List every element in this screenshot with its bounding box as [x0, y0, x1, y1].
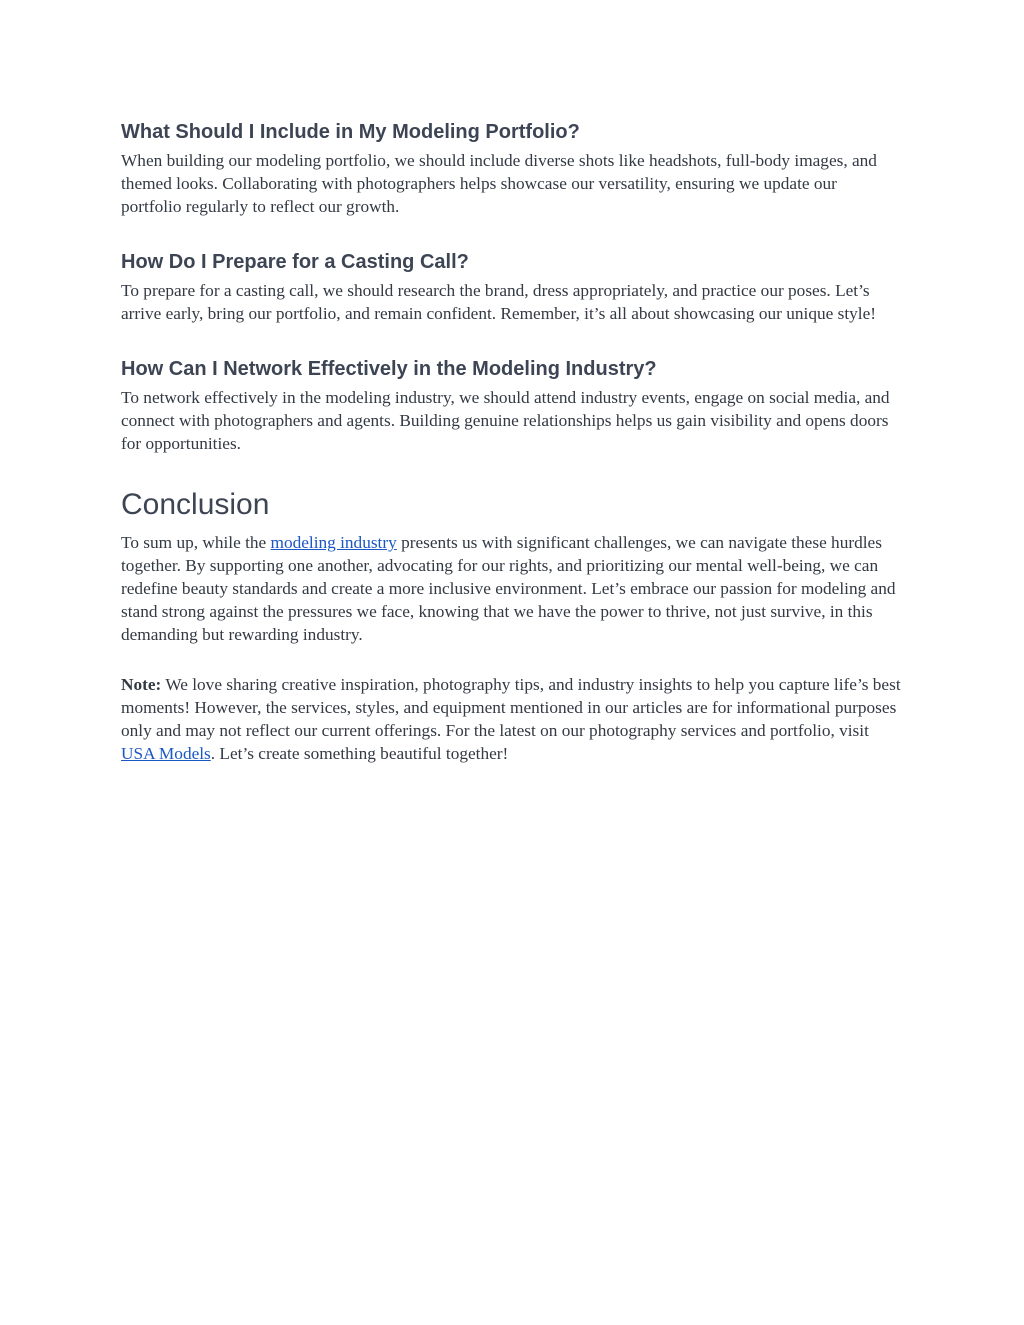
faq-heading-portfolio: What Should I Include in My Modeling Portfolio? — [121, 121, 580, 143]
conclusion-text-start: To sum up, while the — [121, 533, 271, 552]
faq-heading-network: How Can I Network Effectively in the Modeling Industry? — [121, 358, 657, 380]
faq-heading-casting: How Do I Prepare for a Casting Call? — [121, 251, 469, 273]
usa-models-link[interactable]: USA Models — [121, 744, 211, 763]
note-paragraph — [121, 673, 901, 765]
faq-answer-network: To network effectively in the modeling industry, we should attend industry events, engage on social media, and connect with photographers and agents. Building genuine relationships helps us gain visibility and opens doors for opportunities. — [121, 388, 890, 453]
faq-answer-portfolio: When building our modeling portfolio, we should include diverse shots like headshots, full-body images, and themed looks. Collaborating with photographers helps showcase our versatility, ensuring we update our portfolio regularly to reflect our growth. — [121, 151, 877, 216]
conclusion-text-end: presents us with significant challenges, we can navigate these hurdles together. By supporting one another, advocating for our rights, and prioritizing our mental well-being, we can redefine beauty standards and create a more inclusive environment. Let’s embrace our passion for modeling and stand strong against the pressures we face, knowing that we have the power to thrive, not just survive, in this demanding but rewarding industry. — [121, 533, 896, 644]
faq-network-section — [121, 355, 901, 455]
document-page — [121, 118, 901, 765]
note-label: Note: — [121, 675, 162, 694]
note-text-end: . Let’s create something beautiful together! — [210, 744, 509, 763]
faq-portfolio-section — [121, 118, 901, 218]
faq-casting-section — [121, 248, 901, 325]
modeling-industry-link[interactable]: modeling industry — [270, 533, 397, 552]
conclusion-heading: Conclusion — [121, 488, 270, 521]
note-text-start: We love sharing creative inspiration, photography tips, and industry insights to help you capture life’s best moments! However, the services, styles, and equipment mentioned in our articles are for informational purposes only and may not reflect our current offerings. For the latest on our photography services and portfolio, visit — [121, 675, 901, 740]
conclusion-paragraph — [121, 531, 901, 646]
faq-answer-casting: To prepare for a casting call, we should research the brand, dress appropriately, and practice our poses. Let’s arrive early, bring our portfolio, and remain confident. Remember, it’s all about showcasing our unique style! — [121, 281, 876, 323]
